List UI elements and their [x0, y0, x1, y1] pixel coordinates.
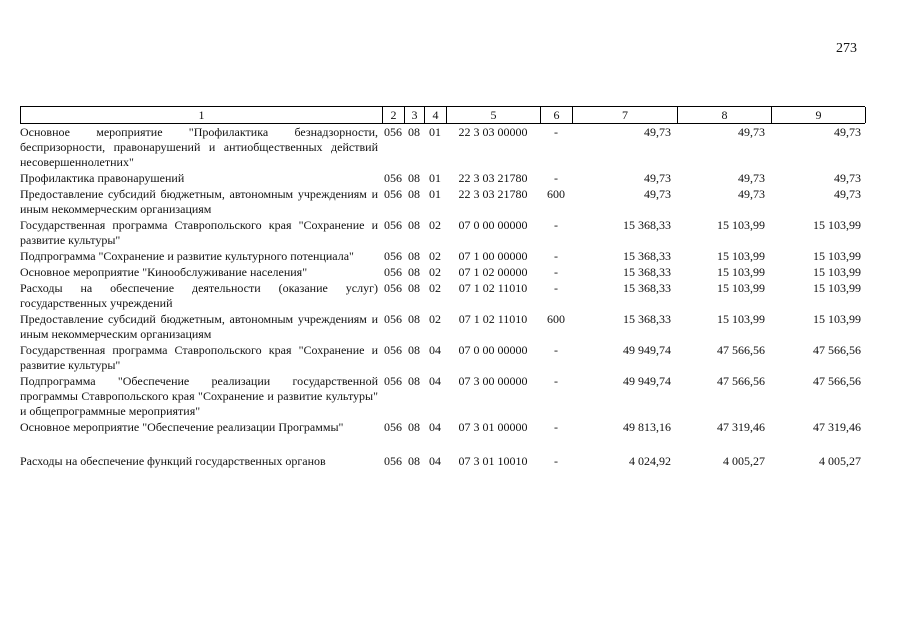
row-c7-cell: 49 949,74 [623, 343, 671, 357]
header-col-9: 9 [772, 107, 866, 123]
row-c7-cell: 49,73 [644, 171, 671, 185]
row-c8-cell: 49,73 [738, 187, 765, 201]
row-c5-cell: 07 0 00 00000 [458, 343, 528, 357]
row-c7-cell: 49 813,16 [623, 420, 671, 434]
row-c5-cell: 07 1 00 00000 [458, 249, 528, 263]
row-c7-cell: 15 368,33 [623, 312, 671, 326]
row-name-cell: Предоставление субсидий бюджетным, автономным учреждениям и иным некоммерческим организациям [20, 312, 378, 341]
row-c8-cell: 15 103,99 [717, 218, 765, 232]
row-c3-cell: 08 [408, 171, 420, 185]
table-row [20, 419, 865, 435]
row-c7-cell: 15 368,33 [623, 249, 671, 263]
table-row [20, 186, 865, 217]
row-c7-cell: 15 368,33 [623, 281, 671, 295]
row-name-cell: Расходы на обеспечение деятельности (оказание услуг) государственных учреждений [20, 281, 378, 310]
row-c4-cell: 01 [429, 125, 441, 139]
row-c8-cell: 49,73 [738, 125, 765, 139]
row-c7-cell: 15 368,33 [623, 265, 671, 279]
row-c9-cell: 15 103,99 [813, 265, 861, 279]
row-c3-cell: 08 [408, 374, 420, 388]
row-c3-cell: 08 [408, 281, 420, 295]
row-c9-cell: 47 319,46 [813, 420, 861, 434]
row-c5-cell: 07 1 02 11010 [458, 281, 528, 295]
row-c4-cell: 04 [429, 454, 441, 468]
table-row [20, 311, 865, 342]
row-c3-cell: 08 [408, 187, 420, 201]
row-c8-cell: 49,73 [738, 171, 765, 185]
row-c5-cell: 07 3 01 00000 [458, 420, 528, 434]
row-c9-cell: 15 103,99 [813, 218, 861, 232]
table-row [20, 170, 865, 186]
row-c2-cell: 056 [384, 343, 402, 357]
table-row [20, 453, 865, 469]
table-row [20, 124, 865, 170]
row-c2-cell: 056 [384, 249, 402, 263]
row-c5-cell: 07 1 02 11010 [458, 312, 528, 326]
row-c2-cell: 056 [384, 125, 402, 139]
row-c4-cell: 02 [429, 265, 441, 279]
row-c7-cell: 4 024,92 [629, 454, 671, 468]
row-c5-cell: 22 3 03 00000 [458, 125, 528, 139]
row-c2-cell: 056 [384, 374, 402, 388]
row-c3-cell: 08 [408, 420, 420, 434]
table-row [20, 373, 865, 419]
row-c6-cell: - [554, 343, 558, 357]
row-c4-cell: 04 [429, 374, 441, 388]
row-c2-cell: 056 [384, 420, 402, 434]
row-c9-cell: 49,73 [834, 171, 861, 185]
header-col-8: 8 [678, 107, 772, 123]
row-c2-cell: 056 [384, 265, 402, 279]
row-c2-cell: 056 [384, 312, 402, 326]
row-c3-cell: 08 [408, 125, 420, 139]
row-c6-cell: - [554, 249, 558, 263]
row-c6-cell: - [554, 374, 558, 388]
row-c4-cell: 04 [429, 343, 441, 357]
table-body [20, 124, 865, 469]
row-name-cell: Подпрограмма "Сохранение и развитие культурного потенциала" [20, 249, 354, 263]
table-row [20, 264, 865, 280]
row-c9-cell: 49,73 [834, 187, 861, 201]
row-c9-cell: 47 566,56 [813, 374, 861, 388]
row-c3-cell: 08 [408, 218, 420, 232]
row-c2-cell: 056 [384, 171, 402, 185]
row-c4-cell: 02 [429, 281, 441, 295]
row-c7-cell: 49,73 [644, 187, 671, 201]
row-c3-cell: 08 [408, 265, 420, 279]
row-c6-cell: 600 [547, 312, 565, 326]
row-c9-cell: 15 103,99 [813, 312, 861, 326]
row-c8-cell: 4 005,27 [723, 454, 765, 468]
row-c8-cell: 47 319,46 [717, 420, 765, 434]
row-c6-cell: 600 [547, 187, 565, 201]
row-c5-cell: 22 3 03 21780 [458, 187, 528, 201]
row-name-cell: Государственная программа Ставропольского края "Сохранение и развитие культуры" [20, 343, 378, 372]
row-name-cell: Профилактика правонарушений [20, 171, 185, 185]
row-c9-cell: 4 005,27 [819, 454, 861, 468]
budget-table [20, 106, 865, 469]
header-col-2: 2 [383, 107, 405, 123]
row-name-cell: Предоставление субсидий бюджетным, автономным учреждениям и иным некоммерческим организациям [20, 187, 378, 216]
row-c7-cell: 49 949,74 [623, 374, 671, 388]
row-c7-cell: 49,73 [644, 125, 671, 139]
table-row [20, 248, 865, 264]
row-name-cell: Подпрограмма "Обеспечение реализации государственной программы Ставропольского края "Сохранение и развитие культуры" и общепрограммные мероприятия" [20, 374, 378, 418]
table-row [20, 217, 865, 248]
row-c5-cell: 07 3 00 00000 [458, 374, 528, 388]
row-c2-cell: 056 [384, 281, 402, 295]
row-c6-cell: - [554, 454, 558, 468]
row-c5-cell: 22 3 03 21780 [458, 171, 528, 185]
row-c9-cell: 49,73 [834, 125, 861, 139]
row-c3-cell: 08 [408, 249, 420, 263]
row-c3-cell: 08 [408, 343, 420, 357]
row-c8-cell: 15 103,99 [717, 312, 765, 326]
row-name-cell: Основное мероприятие "Обеспечение реализации Программы" [20, 420, 344, 434]
header-col-4: 4 [425, 107, 447, 123]
row-c8-cell: 47 566,56 [717, 374, 765, 388]
row-c8-cell: 15 103,99 [717, 265, 765, 279]
row-c6-cell: - [554, 265, 558, 279]
row-c5-cell: 07 0 00 00000 [458, 218, 528, 232]
row-c6-cell: - [554, 125, 558, 139]
header-col-7: 7 [573, 107, 678, 123]
row-c5-cell: 07 1 02 00000 [458, 265, 528, 279]
row-c5-cell: 07 3 01 10010 [458, 454, 528, 468]
row-c6-cell: - [554, 420, 558, 434]
row-c4-cell: 01 [429, 171, 441, 185]
row-c6-cell: - [554, 218, 558, 232]
header-col-6: 6 [541, 107, 573, 123]
row-c3-cell: 08 [408, 312, 420, 326]
row-c6-cell: - [554, 281, 558, 295]
row-c8-cell: 47 566,56 [717, 343, 765, 357]
row-c2-cell: 056 [384, 218, 402, 232]
row-c2-cell: 056 [384, 454, 402, 468]
row-spacer [20, 435, 865, 453]
row-c8-cell: 15 103,99 [717, 281, 765, 295]
row-c4-cell: 01 [429, 187, 441, 201]
row-c4-cell: 02 [429, 312, 441, 326]
row-name-cell: Основное мероприятие "Профилактика безнадзорности, беспризорности, правонарушений и антиобщественных действий несовершеннолетних" [20, 125, 378, 169]
header-col-5: 5 [447, 107, 541, 123]
row-name-cell: Основное мероприятие "Кинообслуживание населения" [20, 265, 308, 279]
row-c9-cell: 47 566,56 [813, 343, 861, 357]
row-c3-cell: 08 [408, 454, 420, 468]
page-number: 273 [836, 41, 857, 56]
row-c9-cell: 15 103,99 [813, 281, 861, 295]
row-c8-cell: 15 103,99 [717, 249, 765, 263]
header-col-1: 1 [21, 107, 383, 123]
row-c2-cell: 056 [384, 187, 402, 201]
row-c4-cell: 02 [429, 218, 441, 232]
row-c9-cell: 15 103,99 [813, 249, 861, 263]
table-row [20, 280, 865, 311]
row-c6-cell: - [554, 171, 558, 185]
row-c4-cell: 04 [429, 420, 441, 434]
header-col-3: 3 [405, 107, 425, 123]
table-row [20, 342, 865, 373]
row-c4-cell: 02 [429, 249, 441, 263]
row-name-cell: Государственная программа Ставропольского края "Сохранение и развитие культуры" [20, 218, 378, 247]
row-c7-cell: 15 368,33 [623, 218, 671, 232]
row-name-cell: Расходы на обеспечение функций государственных органов [20, 454, 326, 468]
table-header [20, 106, 865, 124]
